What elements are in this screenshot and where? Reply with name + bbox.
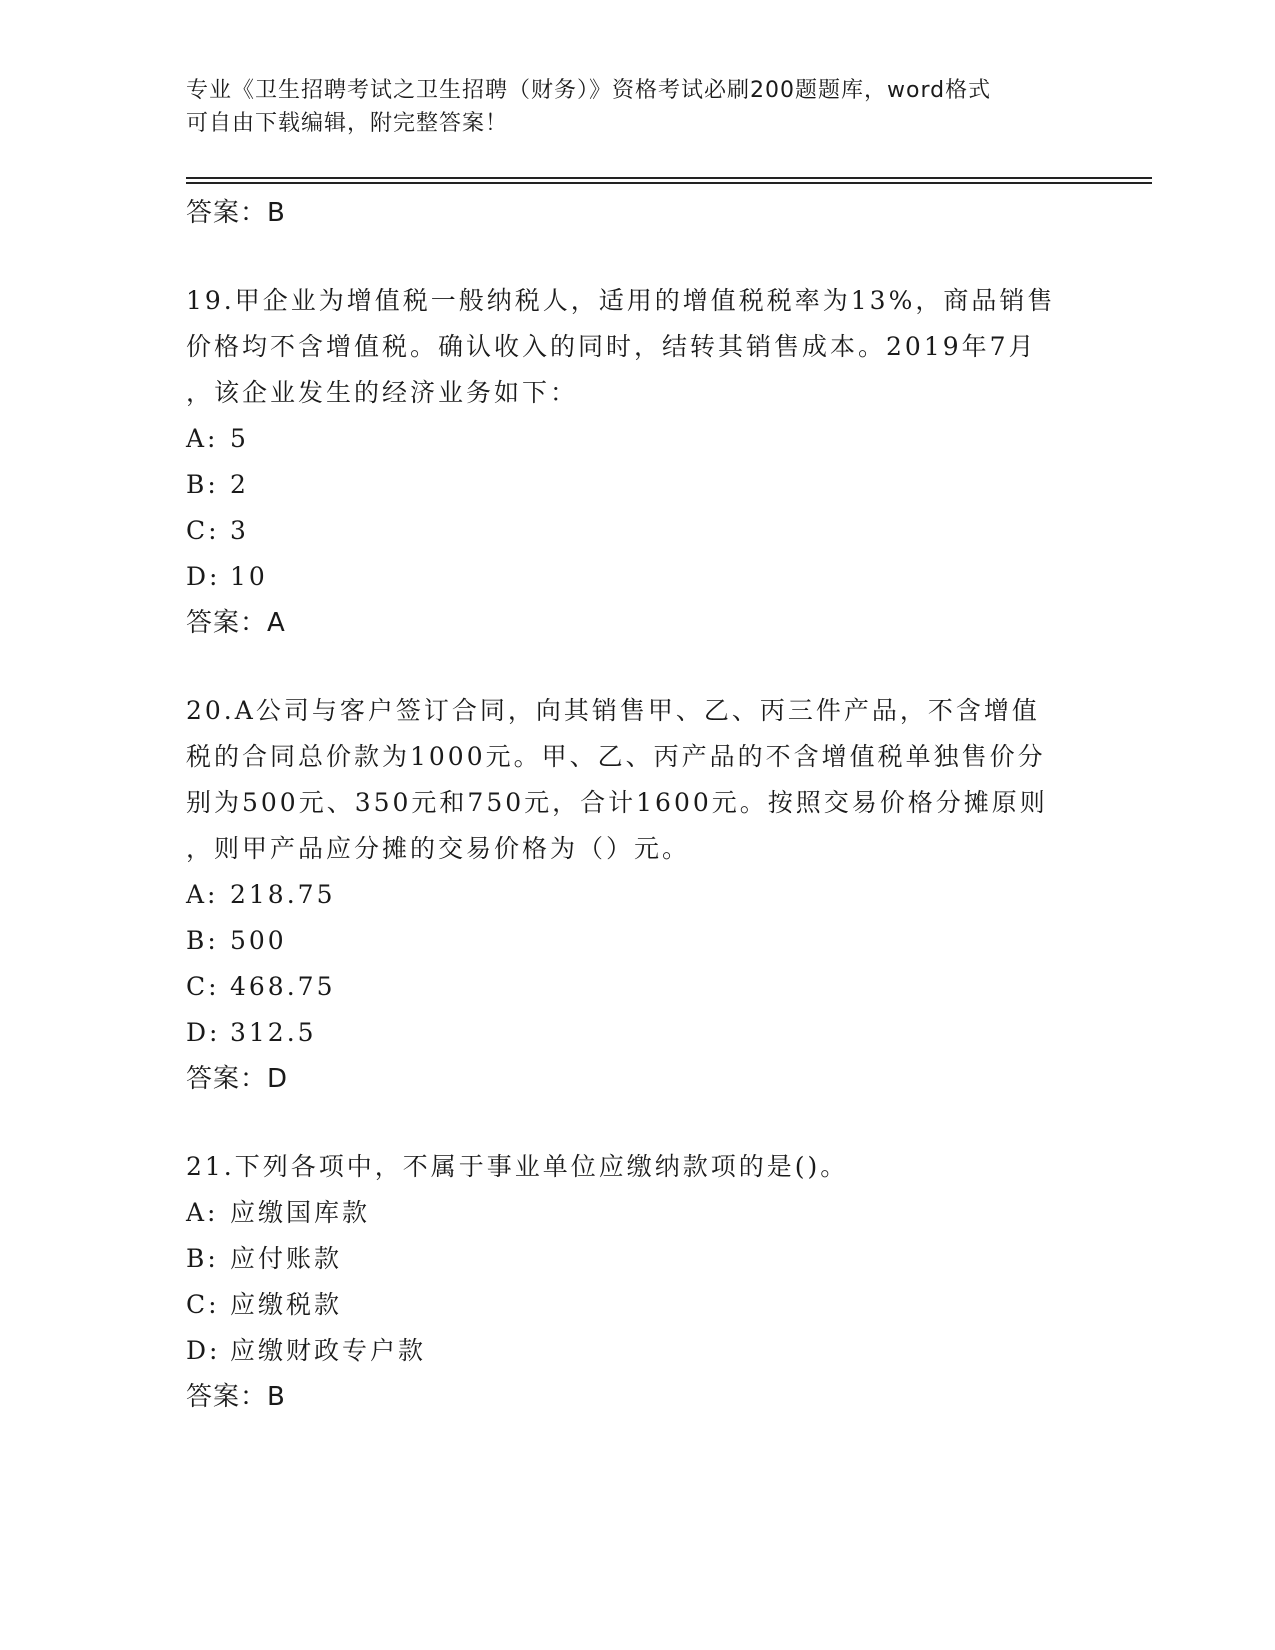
option-d: [186, 1328, 1086, 1374]
option-key: B:: [186, 926, 219, 955]
previous-answer: 答案：B: [186, 198, 286, 228]
option-key: C:: [186, 972, 220, 1001]
header-divider-top: [186, 177, 1152, 179]
option-key: A:: [186, 1198, 219, 1227]
option-key: D:: [186, 562, 221, 591]
option-c: [186, 508, 1086, 554]
option-text: 2: [230, 470, 249, 499]
option-text: 5: [230, 424, 249, 453]
option-text: 312.5: [230, 1018, 317, 1047]
option-d: [186, 1010, 1086, 1056]
header-line-1: 专业《卫生招聘考试之卫生招聘（财务）》资格考试必刷200题题库，word格式: [186, 78, 992, 103]
option-a: [186, 416, 1086, 462]
option-key: A:: [186, 880, 219, 909]
option-text: 218.75: [230, 880, 336, 909]
option-text: 应缴税款: [230, 1290, 343, 1319]
option-key: B:: [186, 470, 219, 499]
option-text: 3: [230, 516, 249, 545]
option-key: D:: [186, 1018, 221, 1047]
question-text-line: 19.甲企业为增值税一般纳税人，适用的增值税税率为13%，商品销售: [186, 286, 1056, 315]
option-c: [186, 1282, 1086, 1328]
option-key: C:: [186, 1290, 220, 1319]
option-text: 应缴国库款: [230, 1198, 371, 1227]
question-19: [186, 278, 1086, 646]
header-line-2: 可自由下载编辑，附完整答案！: [186, 111, 509, 136]
question-text-line: 价格均不含增值税。确认收入的同时，结转其销售成本。2019年7月: [186, 332, 1037, 361]
option-key: C:: [186, 516, 220, 545]
option-c: [186, 964, 1086, 1010]
question-text-line: ，则甲产品应分摊的交易价格为（）元。: [186, 834, 691, 863]
option-a: [186, 872, 1086, 918]
question-text-line: 20.A公司与客户签订合同，向其销售甲、乙、丙三件产品，不含增值: [186, 696, 1040, 725]
option-key: A:: [186, 424, 219, 453]
option-text: 468.75: [230, 972, 336, 1001]
option-key: D:: [186, 1336, 221, 1365]
question-20: [186, 688, 1086, 1102]
question-21: [186, 1144, 1086, 1420]
answer-label: 答案：D: [186, 1064, 289, 1094]
option-key: B:: [186, 1244, 219, 1273]
document-header: [186, 74, 1066, 140]
option-b: [186, 462, 1086, 508]
option-b: [186, 1236, 1086, 1282]
question-text-line: 21.下列各项中，不属于事业单位应缴纳款项的是()。: [186, 1152, 849, 1181]
option-d: [186, 554, 1086, 600]
question-text-line: ，该企业发生的经济业务如下：: [186, 378, 579, 407]
option-text: 应付账款: [230, 1244, 343, 1273]
document-body: [186, 190, 1086, 1420]
answer-label: 答案：B: [186, 1382, 286, 1412]
option-b: [186, 918, 1086, 964]
option-a: [186, 1190, 1086, 1236]
answer-label: 答案：A: [186, 608, 286, 638]
option-text: 应缴财政专户款: [230, 1336, 427, 1365]
header-divider-bottom: [186, 182, 1152, 184]
question-text-line: 别为500元、350元和750元，合计1600元。按照交易价格分摊原则: [186, 788, 1048, 817]
option-text: 10: [230, 562, 268, 591]
question-text-line: 税的合同总价款为1000元。甲、乙、丙产品的不含增值税单独售价分: [186, 742, 1046, 771]
option-text: 500: [230, 926, 287, 955]
